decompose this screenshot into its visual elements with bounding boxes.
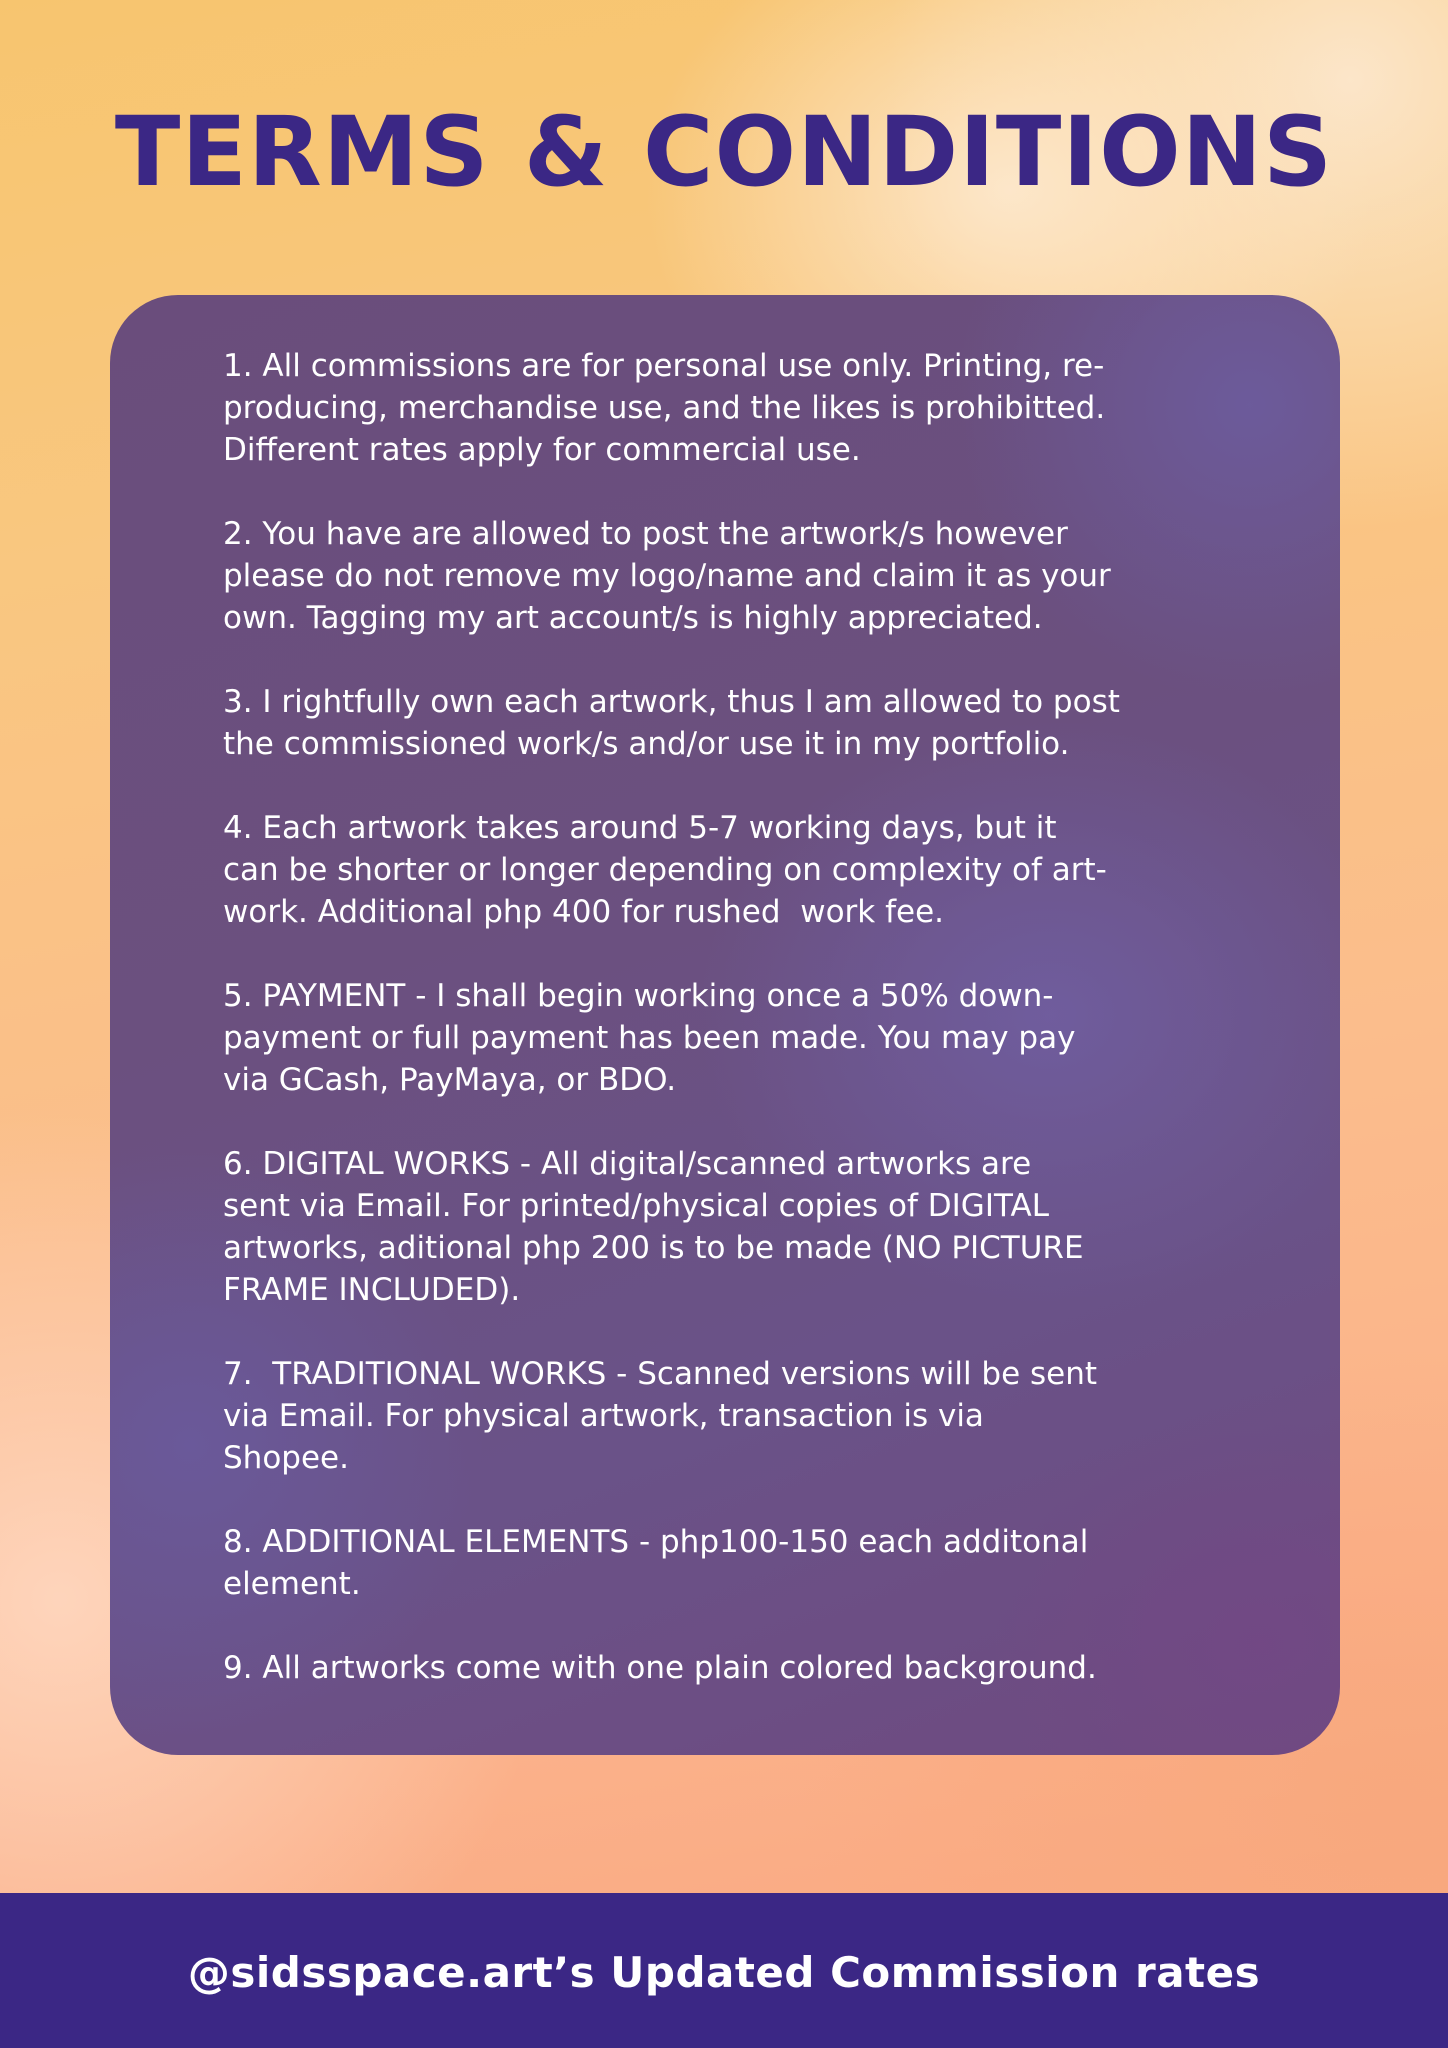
term-item: 3. I rightfully own each artwork, thus I am allowed to post the commissioned work/s and/or use it in my portfolio. xyxy=(223,684,1120,762)
page-title: TERMS & CONDITIONS xyxy=(114,96,1334,208)
footer-banner xyxy=(0,1893,1448,2048)
term-item: 1. All commissions are for personal use only. Printing, re- producing, merchandise use, and the likes is prohibitted. Different rates apply for commercial use. xyxy=(223,348,1106,468)
footer-text: @sidsspace.art’s Updated Commission rates xyxy=(187,1948,1261,1997)
term-item: 4. Each artwork takes around 5-7 working days, but it can be shorter or longer depending on complexity of art- work. Additional php 400 for rushed work fee. xyxy=(223,810,1107,930)
term-item: 8. ADDITIONAL ELEMENTS - php100-150 each additonal element. xyxy=(223,1524,1089,1602)
term-item: 7. TRADITIONAL WORKS - Scanned versions will be sent via Email. For physical artwork, transaction is via Shopee. xyxy=(223,1356,1098,1476)
term-item: 9. All artworks come with one plain colored background. xyxy=(223,1650,1097,1686)
term-item: 5. PAYMENT - I shall begin working once a 50% down- payment or full payment has been made. You may pay via GCash, PayMaya, or BDO. xyxy=(223,978,1076,1098)
terms-card xyxy=(110,295,1340,1755)
term-item: 6. DIGITAL WORKS - All digital/scanned artworks are sent via Email. For printed/physical copies of DIGITAL artworks, aditional php 200 is to be made (NO PICTURE FRAME INCLUDED). xyxy=(223,1146,1084,1308)
term-item: 2. You have are allowed to post the artwork/s however please do not remove my logo/name and claim it as your own. Tagging my art account/s is highly appreciated. xyxy=(223,516,1111,636)
